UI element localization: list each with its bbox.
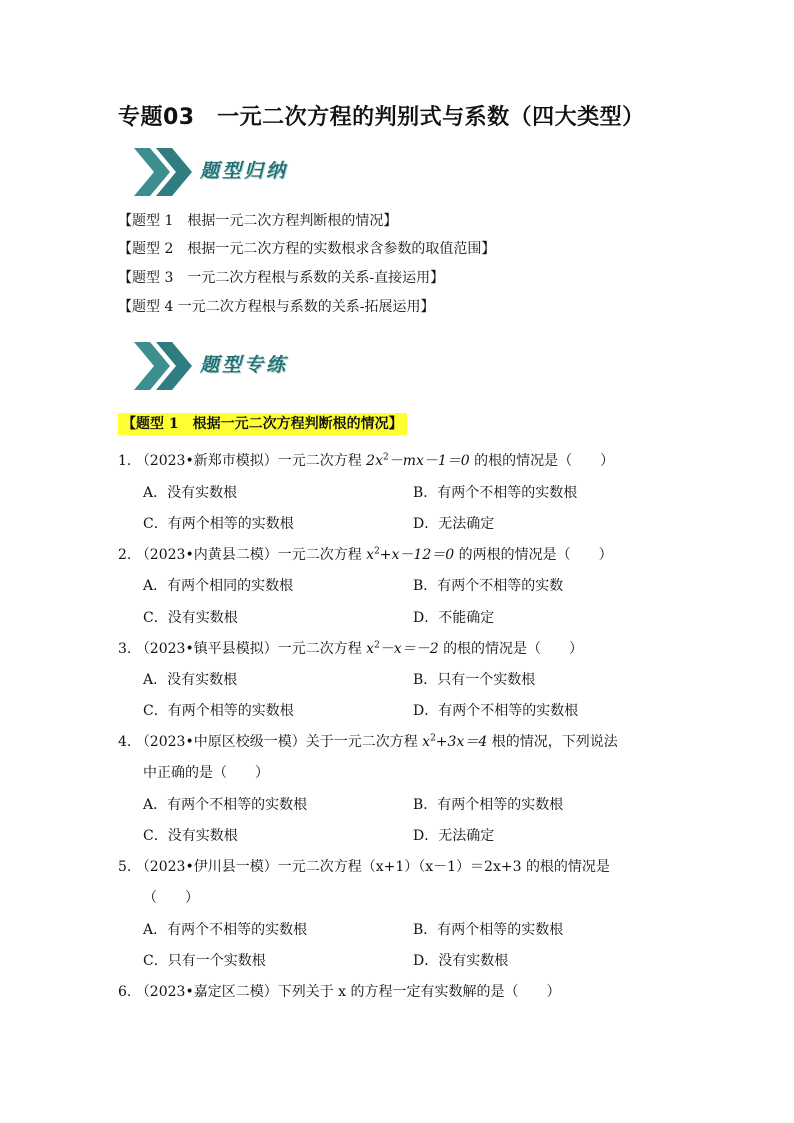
banner-practice [130,336,330,396]
option: C．没有实数根 [143,610,238,626]
page-title: 专题03 一元二次方程的判别式与系数（四大类型） [118,105,645,130]
double-chevron-icon [130,142,200,202]
option: A．有两个不相等的实数根 [143,797,308,813]
question-2: 2. （2023•内黄县二模）一元二次方程 $x^2+x-12=0$ 的两根的情况是（ ） [118,546,613,563]
option: A．没有实数根 [143,485,238,501]
toc-item-2: 【题型 2 根据一元二次方程的实数根求含参数的取值范围】 [118,241,496,257]
option: A．有两个相同的实数根 [143,578,294,594]
question-4-continued: 中正确的是（ ） [143,765,269,781]
option: A．有两个不相等的实数根 [143,922,308,938]
toc-item-1: 【题型 1 根据一元二次方程判断根的情况】 [118,213,398,229]
banner-practice-label: 题型专练 [200,354,289,376]
option: A．没有实数根 [143,672,238,688]
option: C．有两个相等的实数根 [143,703,294,719]
option: B．只有一个实数根 [413,672,536,688]
banner-induction-label: 题型归纳 [200,160,289,182]
question-5-continued: （ ） [143,890,199,906]
toc-item-4: 【题型 4 一元二次方程根与系数的关系-拓展运用】 [118,299,435,315]
option: C．没有实数根 [143,828,238,844]
section-heading: 【题型 1 根据一元二次方程判断根的情况】 [118,413,407,435]
question-1: 1. （2023•新郑市模拟）一元二次方程 $2x^2-mx-1=0$ 的根的情况是（ ） [118,452,615,469]
question-4: 4. （2023•中原区校级一模）关于一元二次方程 $x^2+3x=4$ 根的情况，下列说法 [118,733,618,750]
question-6: 6. （2023•嘉定区二模）下列关于 x 的方程一定有实数解的是（ ） [118,984,561,1000]
option: C．只有一个实数根 [143,953,266,969]
banner-induction [130,142,330,202]
double-chevron-icon [130,336,200,396]
option: D．无法确定 [413,516,495,532]
question-3: 3. （2023•镇平县模拟）一元二次方程 $x^2-x=-2$ 的根的情况是（ ） [118,640,584,657]
option: D．无法确定 [413,828,495,844]
option: B．有两个相等的实数根 [413,797,564,813]
option: B．有两个不相等的实数 [413,578,564,594]
toc-item-3: 【题型 3 一元二次方程根与系数的关系-直接运用】 [118,270,445,286]
option: C．有两个相等的实数根 [143,516,294,532]
option: B．有两个相等的实数根 [413,922,564,938]
option: B．有两个不相等的实数根 [413,485,578,501]
option: D．没有实数根 [413,953,509,969]
option: D．有两个不相等的实数根 [413,703,579,719]
option: D．不能确定 [413,610,495,626]
question-5: 5. （2023•伊川县一模）一元二次方程（x+1）（x－1）＝2x+3 的根的情况是 [118,859,610,875]
